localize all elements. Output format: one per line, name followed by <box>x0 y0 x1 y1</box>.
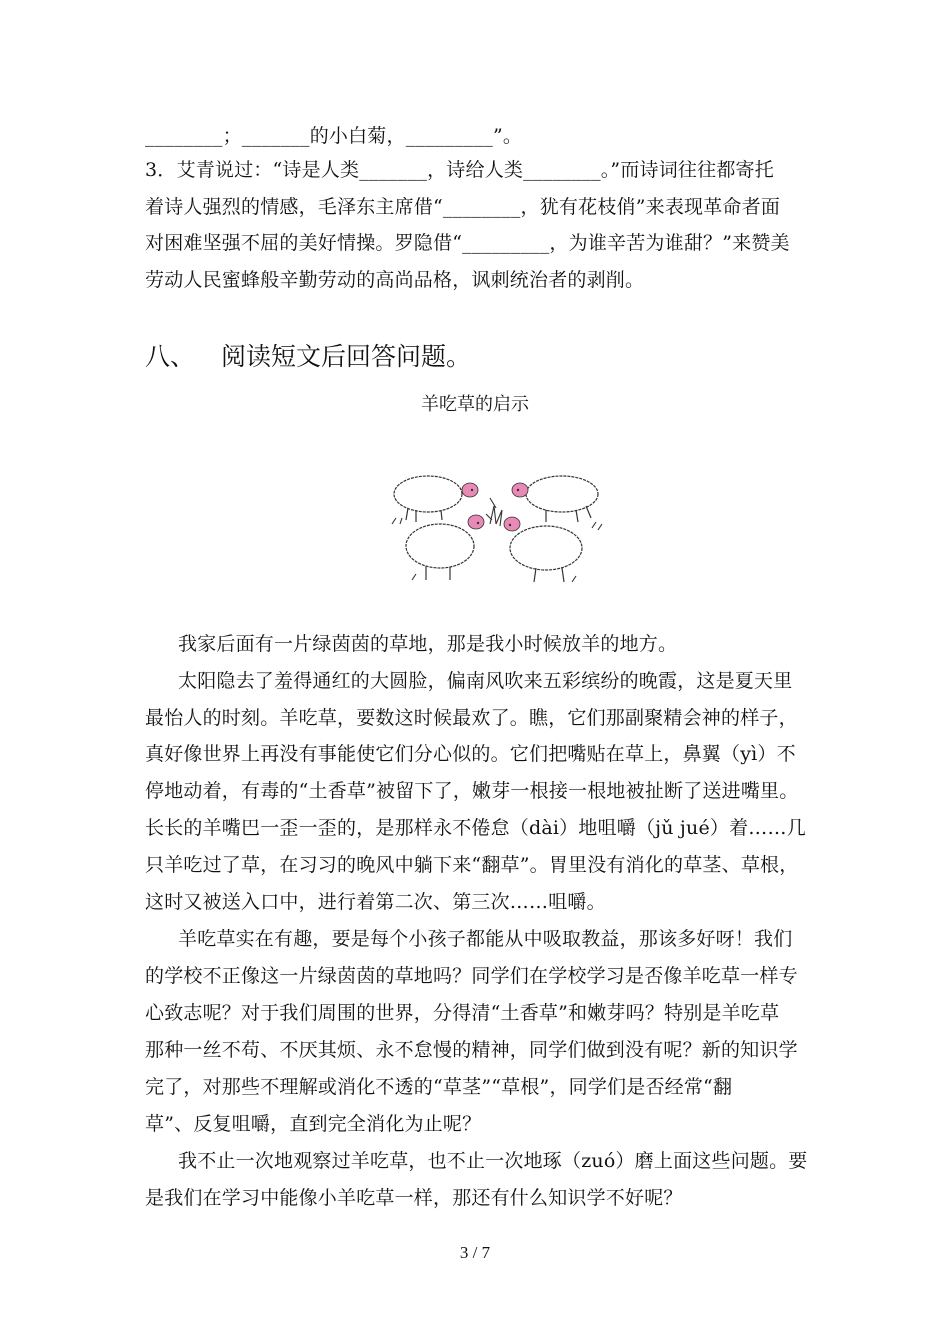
fill-line-5: 劳动人民蜜蜂般辛勤劳动的高尚品格，讽刺统治者的剥削。 <box>145 269 645 291</box>
article-title: 羊吃草的启示 <box>421 394 529 415</box>
fill-line-4: 对困难坚强不屈的美好情操。罗隐借“_________，为谁辛苦为谁甜？”来赞美 <box>145 232 790 254</box>
section-heading <box>145 337 471 373</box>
article-line-15: 我不止一次地观察过羊吃草，也不止一次地琢（zuó）磨上面这些问题。要 <box>178 1150 808 1172</box>
section-title: 阅读短文后回答问题。 <box>221 342 472 371</box>
article-line-8: 这时又被送入口中，进行着第二次、第三次……咀嚼。 <box>145 891 606 913</box>
article-line-6: 长长的羊嘴巴一歪一歪的，是那样永不倦怠（dài）地咀嚼（jǔ jué）着……几 <box>145 817 806 839</box>
article-line-14: 草”、反复咀嚼，直到完全消化为止呢？ <box>145 1113 482 1135</box>
page-number: 3 / 7 <box>459 1243 491 1262</box>
article-line-13: 完了，对那些不理解或消化不透的“草茎”“草根”，同学们是否经常“翻 <box>145 1076 733 1098</box>
article-line-2: 太阳隐去了羞得通红的大圆脸，偏南风吹来五彩缤纷的晚霞，这是夏天里 <box>178 670 793 692</box>
article-line-10: 的学校不正像这一片绿茵茵的草地吗？同学们在学校学习是否像羊吃草一样专 <box>145 965 798 987</box>
fill-line-3: 着诗人强烈的情感，毛泽东主席借“________，犹有花枝俏”来表现革命者面 <box>145 196 781 218</box>
article-line-7: 只羊吃过了草，在习习的晚风中躺下来“翻草”。胃里没有消化的草茎、草根， <box>145 854 799 876</box>
article-line-5: 停地动着，有毒的“土香草”被留下了，嫩芽一根接一根地被扯断了送进嘴里。 <box>145 780 799 802</box>
fill-line-1: ________；_______的小白菊，_________”。 <box>145 125 523 147</box>
article-line-4: 真好像世界上再没有事能使它们分心似的。它们把嘴贴在草上，鼻翼（yì）不 <box>145 743 796 765</box>
section-number: 八、 <box>145 342 196 371</box>
article-line-16: 是我们在学习中能像小羊吃草一样，那还有什么知识学不好呢？ <box>145 1187 683 1209</box>
article-line-1: 我家后面有一片绿茵茵的草地，那是我小时候放羊的地方。 <box>178 633 678 655</box>
article-line-12: 那种一丝不苟、不厌其烦、永不怠慢的精神，同学们做到没有呢？新的知识学 <box>145 1039 798 1061</box>
article-line-11: 心致志呢？对于我们周围的世界，分得清“土香草”和嫩芽吗？特别是羊吃草 <box>145 1002 780 1024</box>
article-line-3: 最怡人的时刻。羊吃草，要数这时候最欢了。瞧，它们那副聚精会神的样子， <box>145 707 798 729</box>
sheep-eating-grass-illustration <box>386 468 606 586</box>
fill-line-2: 3．艾青说过：“诗是人类_______，诗给人类________。”而诗词往往都寄托 <box>145 159 774 181</box>
article-line-9: 羊吃草实在有趣，要是每个小孩子都能从中吸取教益，那该多好呀！我们 <box>178 928 793 950</box>
